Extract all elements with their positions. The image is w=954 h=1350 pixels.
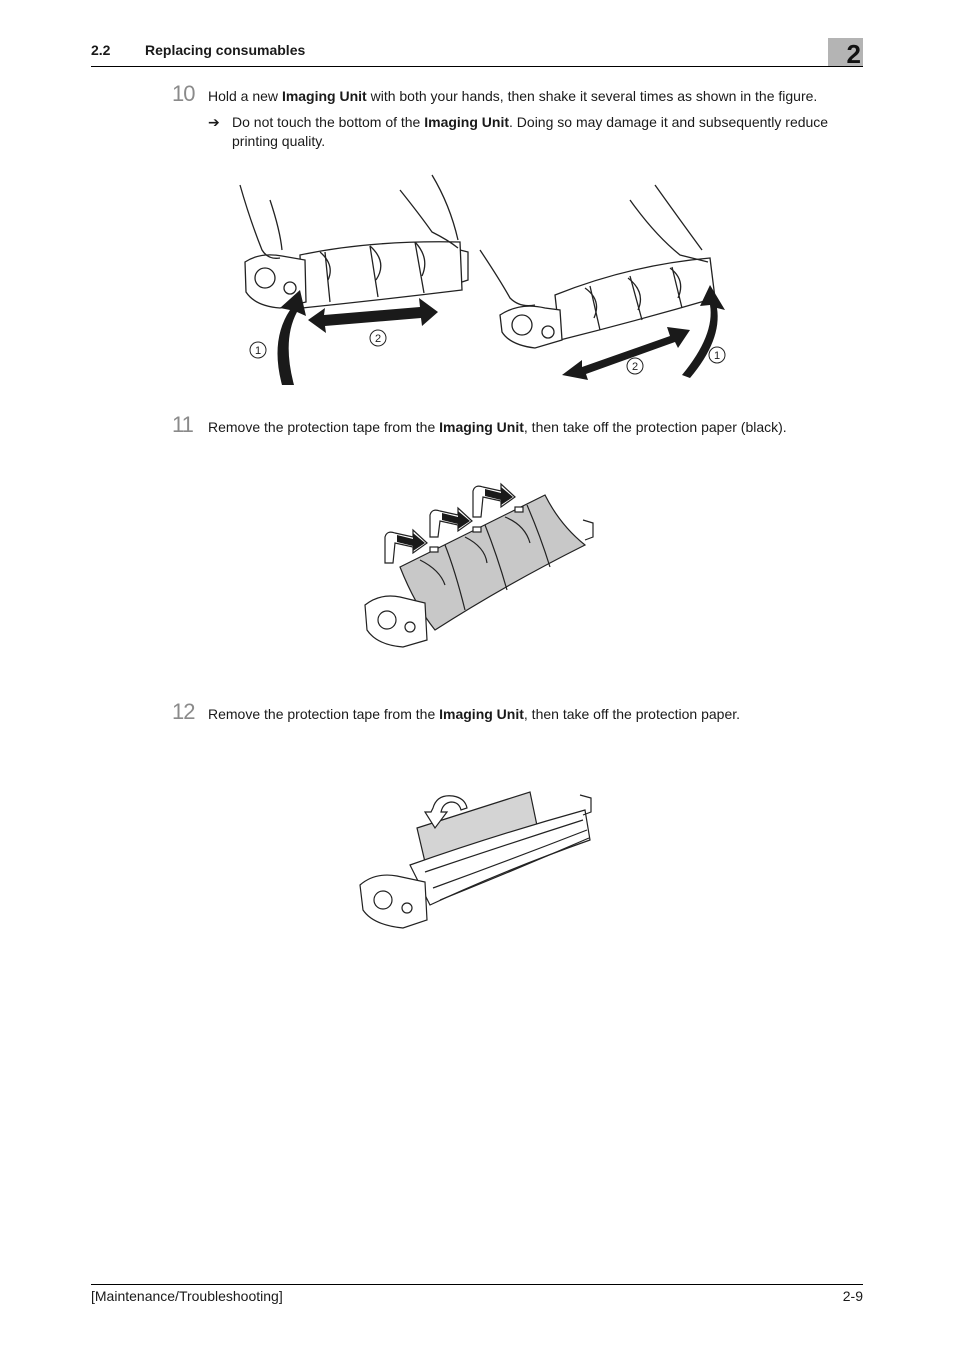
footer-manual-name: [Maintenance/Troubleshooting]	[91, 1288, 283, 1304]
figure-label-2-right: 2	[631, 361, 639, 373]
page-footer	[91, 1284, 863, 1309]
chapter-number: 2	[828, 38, 863, 66]
step-number-10: 10	[172, 81, 195, 106]
section-number: 2.2	[91, 42, 111, 58]
footer-page-number: 2-9	[842, 1288, 863, 1304]
page-header	[91, 40, 863, 67]
figure-label-1-left: 1	[254, 345, 262, 357]
figure-label-2-left: 2	[374, 333, 382, 345]
shake-imaging-unit-figure	[210, 170, 740, 395]
remove-paper-figure	[355, 780, 600, 940]
section-title: Replacing consumables	[145, 42, 306, 58]
step-number-11: 11	[172, 412, 193, 437]
step-12-text: Remove the protection tape from the Imaging Unit, then take off the protection paper.	[208, 706, 741, 722]
step-number-12: 12	[172, 699, 195, 724]
note-arrow-icon: ➔	[208, 114, 220, 130]
remove-black-paper-figure	[355, 475, 600, 660]
note-text: Do not touch the bottom of the Imaging Unit. Doing so may damage it and subsequently reduce printing quality.	[232, 114, 829, 149]
step-11-text: Remove the protection tape from the Imaging Unit, then take off the protection paper (black).	[208, 419, 787, 435]
figure-label-1-right: 1	[713, 350, 721, 362]
step-10-text: Hold a new Imaging Unit with both your hands, then shake it several times as shown in the figure.	[208, 88, 818, 104]
